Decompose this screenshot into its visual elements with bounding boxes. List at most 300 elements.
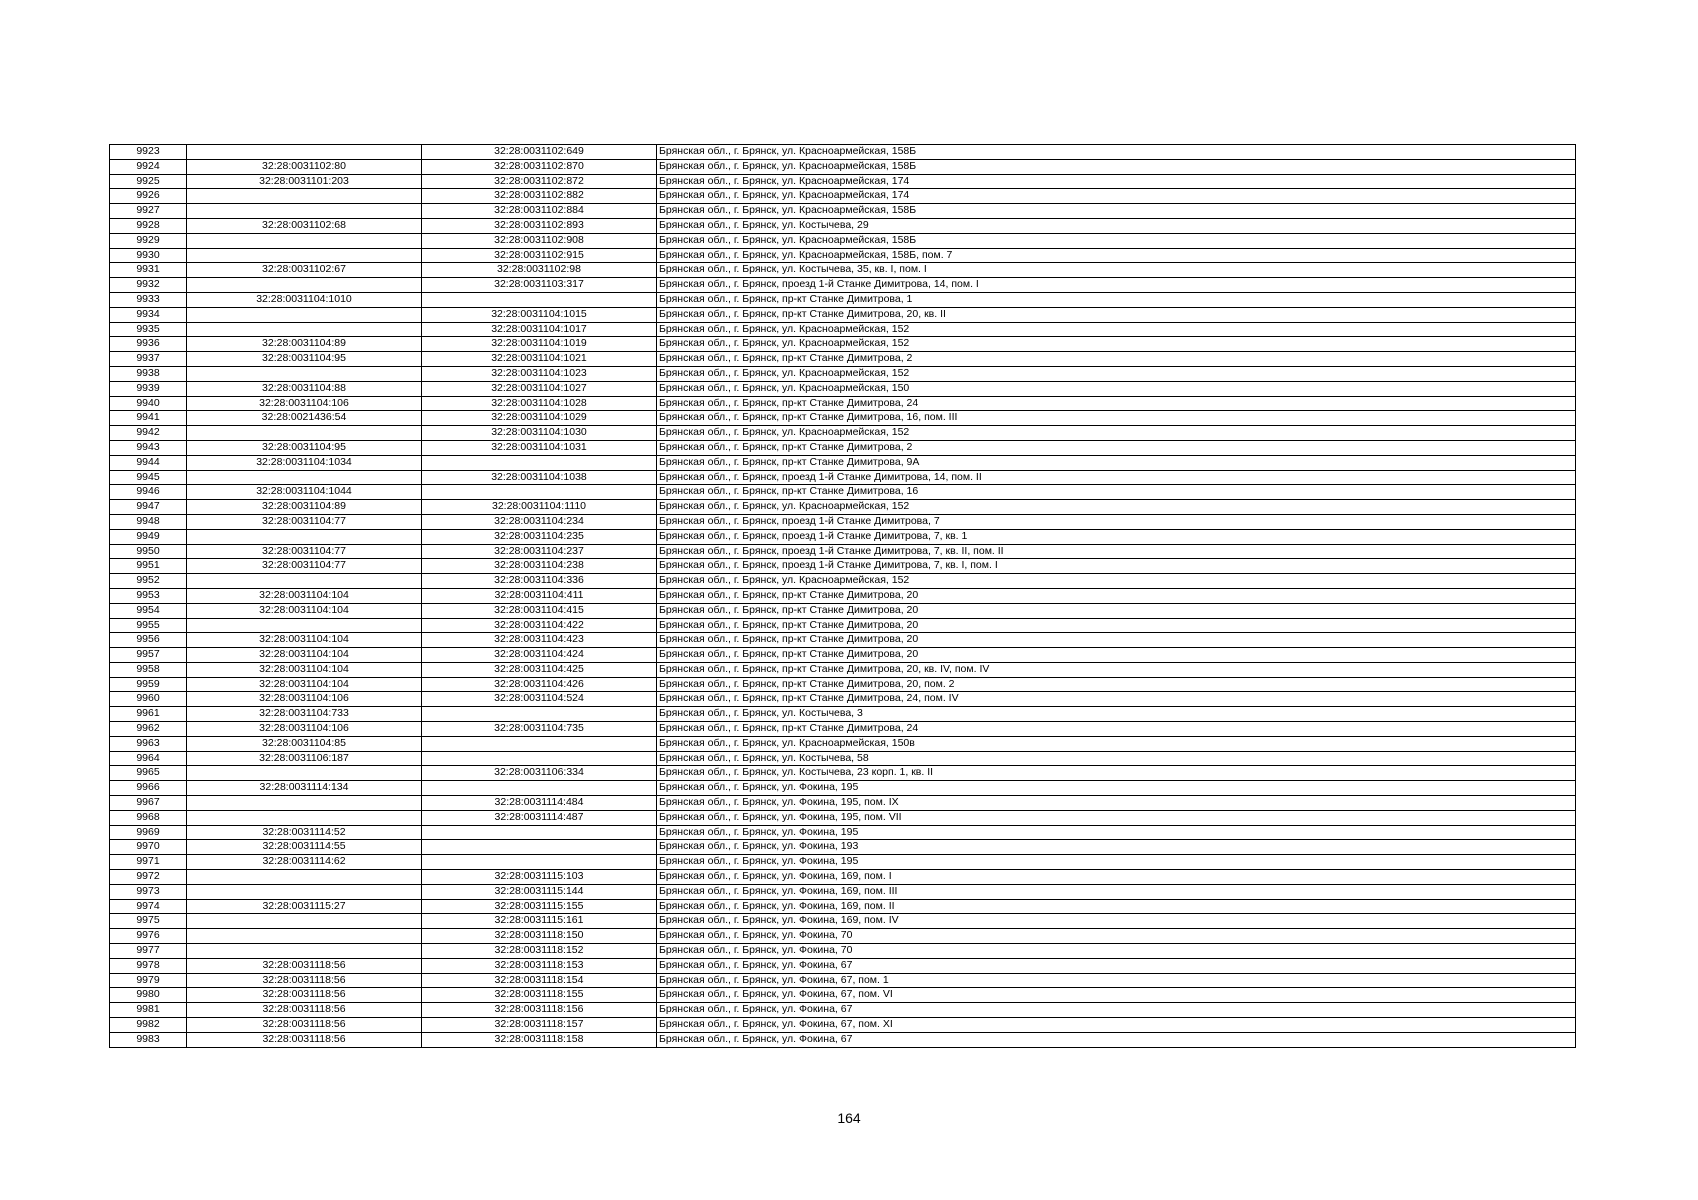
- cadastral-number-cell: 32:28:0031104:1015: [422, 307, 657, 322]
- cadastral-number-cell: 32:28:0031104:426: [422, 677, 657, 692]
- address-cell: Брянская обл., г. Брянск, пр-кт Станке Димитрова, 16, пом. III: [657, 411, 1576, 426]
- row-number-cell: 9983: [110, 1032, 187, 1047]
- address-cell: Брянская обл., г. Брянск, ул. Костычева, 29: [657, 218, 1576, 233]
- address-cell: Брянская обл., г. Брянск, ул. Костычева, 23 корп. 1, кв. II: [657, 766, 1576, 781]
- address-cell: Брянская обл., г. Брянск, ул. Костычева, 58: [657, 751, 1576, 766]
- previous-cadastral-number-cell: 32:28:0031114:55: [187, 840, 422, 855]
- address-cell: Брянская обл., г. Брянск, пр-кт Станке Димитрова, 2: [657, 440, 1576, 455]
- address-cell: Брянская обл., г. Брянск, ул. Красноармейская, 152: [657, 337, 1576, 352]
- cadastral-number-cell: 32:28:0031115:155: [422, 899, 657, 914]
- row-number-cell: 9944: [110, 455, 187, 470]
- address-cell: Брянская обл., г. Брянск, ул. Красноармейская, 174: [657, 189, 1576, 204]
- cadastral-number-cell: [422, 825, 657, 840]
- address-cell: Брянская обл., г. Брянск, пр-кт Станке Димитрова, 2: [657, 352, 1576, 367]
- address-cell: Брянская обл., г. Брянск, пр-кт Станке Димитрова, 20: [657, 588, 1576, 603]
- previous-cadastral-number-cell: 32:28:0031118:56: [187, 958, 422, 973]
- cadastral-number-cell: 32:28:0031102:915: [422, 248, 657, 263]
- row-number-cell: 9949: [110, 529, 187, 544]
- cadastral-number-cell: 32:28:0031104:425: [422, 662, 657, 677]
- row-number-cell: 9955: [110, 618, 187, 633]
- previous-cadastral-number-cell: 32:28:0031104:89: [187, 337, 422, 352]
- cadastral-number-cell: 32:28:0031118:156: [422, 1003, 657, 1018]
- table-row: [110, 855, 1576, 870]
- address-cell: Брянская обл., г. Брянск, проезд 1-й Станке Димитрова, 7, кв. II, пом. II: [657, 544, 1576, 559]
- table-row: [110, 677, 1576, 692]
- row-number-cell: 9966: [110, 781, 187, 796]
- row-number-cell: 9965: [110, 766, 187, 781]
- previous-cadastral-number-cell: [187, 944, 422, 959]
- table-row: [110, 529, 1576, 544]
- previous-cadastral-number-cell: 32:28:0031104:1010: [187, 292, 422, 307]
- cadastral-number-cell: 32:28:0031115:161: [422, 914, 657, 929]
- row-number-cell: 9969: [110, 825, 187, 840]
- table-row: [110, 633, 1576, 648]
- address-cell: Брянская обл., г. Брянск, ул. Фокина, 195: [657, 781, 1576, 796]
- cadastral-number-cell: 32:28:0031104:235: [422, 529, 657, 544]
- previous-cadastral-number-cell: [187, 307, 422, 322]
- cadastral-number-cell: 32:28:0031118:152: [422, 944, 657, 959]
- cadastral-number-cell: 32:28:0031115:103: [422, 870, 657, 885]
- row-number-cell: 9925: [110, 174, 187, 189]
- address-cell: Брянская обл., г. Брянск, ул. Фокина, 169, пом. II: [657, 899, 1576, 914]
- address-cell: Брянская обл., г. Брянск, проезд 1-й Станке Димитрова, 7, кв. 1: [657, 529, 1576, 544]
- previous-cadastral-number-cell: [187, 248, 422, 263]
- table-row: [110, 174, 1576, 189]
- row-number-cell: 9939: [110, 381, 187, 396]
- table-row: [110, 707, 1576, 722]
- cadastral-number-cell: [422, 736, 657, 751]
- address-cell: Брянская обл., г. Брянск, ул. Фокина, 70: [657, 944, 1576, 959]
- cadastral-number-cell: 32:28:0031103:317: [422, 278, 657, 293]
- address-cell: Брянская обл., г. Брянск, ул. Фокина, 195: [657, 825, 1576, 840]
- row-number-cell: 9970: [110, 840, 187, 855]
- previous-cadastral-number-cell: 32:28:0031104:104: [187, 588, 422, 603]
- previous-cadastral-number-cell: 32:28:0031104:77: [187, 544, 422, 559]
- previous-cadastral-number-cell: 32:28:0031104:1044: [187, 485, 422, 500]
- address-cell: Брянская обл., г. Брянск, ул. Красноармейская, 158Б: [657, 233, 1576, 248]
- table-row: [110, 307, 1576, 322]
- previous-cadastral-number-cell: 32:28:0031104:733: [187, 707, 422, 722]
- row-number-cell: 9974: [110, 899, 187, 914]
- table-row: [110, 1018, 1576, 1033]
- previous-cadastral-number-cell: 32:28:0031104:77: [187, 514, 422, 529]
- row-number-cell: 9950: [110, 544, 187, 559]
- row-number-cell: 9981: [110, 1003, 187, 1018]
- row-number-cell: 9975: [110, 914, 187, 929]
- row-number-cell: 9940: [110, 396, 187, 411]
- table-row: [110, 914, 1576, 929]
- previous-cadastral-number-cell: [187, 766, 422, 781]
- table-row: [110, 204, 1576, 219]
- previous-cadastral-number-cell: 32:28:0031104:104: [187, 677, 422, 692]
- previous-cadastral-number-cell: [187, 233, 422, 248]
- cadastral-number-cell: 32:28:0031104:415: [422, 603, 657, 618]
- row-number-cell: 9957: [110, 648, 187, 663]
- row-number-cell: 9962: [110, 722, 187, 737]
- row-number-cell: 9943: [110, 440, 187, 455]
- address-cell: Брянская обл., г. Брянск, ул. Фокина, 169, пом. III: [657, 884, 1576, 899]
- address-cell: Брянская обл., г. Брянск, пр-кт Станке Димитрова, 9А: [657, 455, 1576, 470]
- cadastral-number-cell: 32:28:0031104:1030: [422, 426, 657, 441]
- row-number-cell: 9972: [110, 870, 187, 885]
- previous-cadastral-number-cell: [187, 366, 422, 381]
- table-row: [110, 722, 1576, 737]
- cadastral-number-cell: 32:28:0031104:423: [422, 633, 657, 648]
- registry-table-body: [110, 145, 1576, 1048]
- address-cell: Брянская обл., г. Брянск, проезд 1-й Станке Димитрова, 7: [657, 514, 1576, 529]
- previous-cadastral-number-cell: 32:28:0031106:187: [187, 751, 422, 766]
- cadastral-number-cell: 32:28:0031102:98: [422, 263, 657, 278]
- row-number-cell: 9968: [110, 810, 187, 825]
- cadastral-number-cell: 32:28:0031104:237: [422, 544, 657, 559]
- row-number-cell: 9960: [110, 692, 187, 707]
- row-number-cell: 9980: [110, 988, 187, 1003]
- cadastral-number-cell: 32:28:0031104:336: [422, 574, 657, 589]
- cadastral-number-cell: 32:28:0031104:238: [422, 559, 657, 574]
- address-cell: Брянская обл., г. Брянск, ул. Фокина, 67: [657, 1032, 1576, 1047]
- address-cell: Брянская обл., г. Брянск, ул. Фокина, 67: [657, 958, 1576, 973]
- address-cell: Брянская обл., г. Брянск, ул. Фокина, 195, пом. IX: [657, 796, 1576, 811]
- row-number-cell: 9964: [110, 751, 187, 766]
- row-number-cell: 9951: [110, 559, 187, 574]
- address-cell: Брянская обл., г. Брянск, ул. Фокина, 195: [657, 855, 1576, 870]
- address-cell: Брянская обл., г. Брянск, ул. Фокина, 169, пом. I: [657, 870, 1576, 885]
- row-number-cell: 9942: [110, 426, 187, 441]
- previous-cadastral-number-cell: 32:28:0031104:106: [187, 396, 422, 411]
- address-cell: Брянская обл., г. Брянск, ул. Красноармейская, 174: [657, 174, 1576, 189]
- table-row: [110, 544, 1576, 559]
- cadastral-number-cell: 32:28:0031104:422: [422, 618, 657, 633]
- row-number-cell: 9926: [110, 189, 187, 204]
- table-row: [110, 766, 1576, 781]
- table-row: [110, 559, 1576, 574]
- previous-cadastral-number-cell: [187, 470, 422, 485]
- cadastral-number-cell: [422, 455, 657, 470]
- address-cell: Брянская обл., г. Брянск, ул. Красноармейская, 152: [657, 426, 1576, 441]
- table-row: [110, 278, 1576, 293]
- table-row: [110, 574, 1576, 589]
- address-cell: Брянская обл., г. Брянск, пр-кт Станке Димитрова, 20: [657, 648, 1576, 663]
- previous-cadastral-number-cell: 32:28:0031118:56: [187, 973, 422, 988]
- cadastral-number-cell: [422, 751, 657, 766]
- previous-cadastral-number-cell: 32:28:0031104:95: [187, 352, 422, 367]
- address-cell: Брянская обл., г. Брянск, ул. Красноармейская, 152: [657, 574, 1576, 589]
- cadastral-number-cell: 32:28:0031104:1017: [422, 322, 657, 337]
- row-number-cell: 9976: [110, 929, 187, 944]
- row-number-cell: 9930: [110, 248, 187, 263]
- address-cell: Брянская обл., г. Брянск, пр-кт Станке Димитрова, 1: [657, 292, 1576, 307]
- address-cell: Брянская обл., г. Брянск, ул. Фокина, 169, пом. IV: [657, 914, 1576, 929]
- previous-cadastral-number-cell: [187, 618, 422, 633]
- row-number-cell: 9923: [110, 145, 187, 160]
- previous-cadastral-number-cell: 32:28:0031104:106: [187, 722, 422, 737]
- table-row: [110, 381, 1576, 396]
- previous-cadastral-number-cell: [187, 278, 422, 293]
- cadastral-number-cell: 32:28:0031104:1038: [422, 470, 657, 485]
- table-row: [110, 1032, 1576, 1047]
- table-row: [110, 322, 1576, 337]
- table-row: [110, 618, 1576, 633]
- table-row: [110, 603, 1576, 618]
- cadastral-number-cell: 32:28:0031104:1110: [422, 500, 657, 515]
- row-number-cell: 9938: [110, 366, 187, 381]
- cadastral-number-cell: 32:28:0031118:155: [422, 988, 657, 1003]
- row-number-cell: 9945: [110, 470, 187, 485]
- row-number-cell: 9971: [110, 855, 187, 870]
- cadastral-number-cell: [422, 840, 657, 855]
- address-cell: Брянская обл., г. Брянск, ул. Фокина, 67, пом. XI: [657, 1018, 1576, 1033]
- table-row: [110, 648, 1576, 663]
- table-row: [110, 352, 1576, 367]
- address-cell: Брянская обл., г. Брянск, ул. Фокина, 70: [657, 929, 1576, 944]
- cadastral-number-cell: 32:28:0031104:1021: [422, 352, 657, 367]
- previous-cadastral-number-cell: [187, 884, 422, 899]
- cadastral-number-cell: 32:28:0031102:908: [422, 233, 657, 248]
- previous-cadastral-number-cell: [187, 426, 422, 441]
- table-row: [110, 929, 1576, 944]
- previous-cadastral-number-cell: 32:28:0031104:104: [187, 648, 422, 663]
- address-cell: Брянская обл., г. Брянск, ул. Красноармейская, 150в: [657, 736, 1576, 751]
- address-cell: Брянская обл., г. Брянск, ул. Красноармейская, 158Б: [657, 145, 1576, 160]
- table-row: [110, 248, 1576, 263]
- cadastral-number-cell: 32:28:0031118:153: [422, 958, 657, 973]
- row-number-cell: 9961: [110, 707, 187, 722]
- previous-cadastral-number-cell: 32:28:0031104:106: [187, 692, 422, 707]
- cadastral-number-cell: 32:28:0031114:484: [422, 796, 657, 811]
- previous-cadastral-number-cell: 32:28:0031118:56: [187, 1003, 422, 1018]
- cadastral-number-cell: 32:28:0031118:150: [422, 929, 657, 944]
- table-row: [110, 988, 1576, 1003]
- table-row: [110, 1003, 1576, 1018]
- table-row: [110, 263, 1576, 278]
- cadastral-number-cell: 32:28:0031115:144: [422, 884, 657, 899]
- cadastral-number-cell: 32:28:0031104:1023: [422, 366, 657, 381]
- row-number-cell: 9946: [110, 485, 187, 500]
- cadastral-number-cell: 32:28:0031118:154: [422, 973, 657, 988]
- address-cell: Брянская обл., г. Брянск, ул. Красноармейская, 150: [657, 381, 1576, 396]
- registry-table: [109, 144, 1576, 1048]
- previous-cadastral-number-cell: 32:28:0031118:56: [187, 988, 422, 1003]
- cadastral-number-cell: 32:28:0031114:487: [422, 810, 657, 825]
- table-row: [110, 662, 1576, 677]
- row-number-cell: 9924: [110, 159, 187, 174]
- address-cell: Брянская обл., г. Брянск, пр-кт Станке Димитрова, 20: [657, 603, 1576, 618]
- previous-cadastral-number-cell: 32:28:0031114:62: [187, 855, 422, 870]
- table-row: [110, 455, 1576, 470]
- table-row: [110, 233, 1576, 248]
- previous-cadastral-number-cell: [187, 796, 422, 811]
- table-row: [110, 500, 1576, 515]
- row-number-cell: 9931: [110, 263, 187, 278]
- table-row: [110, 736, 1576, 751]
- address-cell: Брянская обл., г. Брянск, ул. Красноармейская, 152: [657, 322, 1576, 337]
- cadastral-number-cell: 32:28:0031104:524: [422, 692, 657, 707]
- address-cell: Брянская обл., г. Брянск, ул. Фокина, 67, пом. 1: [657, 973, 1576, 988]
- address-cell: Брянская обл., г. Брянск, пр-кт Станке Димитрова, 16: [657, 485, 1576, 500]
- previous-cadastral-number-cell: 32:28:0031104:88: [187, 381, 422, 396]
- previous-cadastral-number-cell: 32:28:0021436:54: [187, 411, 422, 426]
- row-number-cell: 9928: [110, 218, 187, 233]
- cadastral-number-cell: 32:28:0031104:735: [422, 722, 657, 737]
- previous-cadastral-number-cell: [187, 810, 422, 825]
- table-row: [110, 884, 1576, 899]
- cadastral-number-cell: [422, 781, 657, 796]
- table-row: [110, 973, 1576, 988]
- previous-cadastral-number-cell: [187, 929, 422, 944]
- cadastral-number-cell: 32:28:0031118:157: [422, 1018, 657, 1033]
- cadastral-number-cell: 32:28:0031106:334: [422, 766, 657, 781]
- row-number-cell: 9953: [110, 588, 187, 603]
- table-row: [110, 514, 1576, 529]
- row-number-cell: 9929: [110, 233, 187, 248]
- row-number-cell: 9973: [110, 884, 187, 899]
- row-number-cell: 9948: [110, 514, 187, 529]
- previous-cadastral-number-cell: 32:28:0031102:68: [187, 218, 422, 233]
- row-number-cell: 9979: [110, 973, 187, 988]
- row-number-cell: 9977: [110, 944, 187, 959]
- previous-cadastral-number-cell: 32:28:0031104:95: [187, 440, 422, 455]
- row-number-cell: 9937: [110, 352, 187, 367]
- table-row: [110, 840, 1576, 855]
- cadastral-number-cell: [422, 707, 657, 722]
- previous-cadastral-number-cell: [187, 870, 422, 885]
- cadastral-number-cell: 32:28:0031102:884: [422, 204, 657, 219]
- previous-cadastral-number-cell: 32:28:0031104:104: [187, 662, 422, 677]
- row-number-cell: 9933: [110, 292, 187, 307]
- previous-cadastral-number-cell: 32:28:0031102:80: [187, 159, 422, 174]
- address-cell: Брянская обл., г. Брянск, пр-кт Станке Димитрова, 20, кв. IV, пом. IV: [657, 662, 1576, 677]
- row-number-cell: 9935: [110, 322, 187, 337]
- previous-cadastral-number-cell: 32:28:0031104:77: [187, 559, 422, 574]
- previous-cadastral-number-cell: 32:28:0031114:52: [187, 825, 422, 840]
- row-number-cell: 9952: [110, 574, 187, 589]
- table-row: [110, 411, 1576, 426]
- table-row: [110, 440, 1576, 455]
- row-number-cell: 9958: [110, 662, 187, 677]
- previous-cadastral-number-cell: [187, 574, 422, 589]
- address-cell: Брянская обл., г. Брянск, проезд 1-й Станке Димитрова, 14, пом. II: [657, 470, 1576, 485]
- previous-cadastral-number-cell: [187, 204, 422, 219]
- previous-cadastral-number-cell: 32:28:0031104:85: [187, 736, 422, 751]
- address-cell: Брянская обл., г. Брянск, ул. Фокина, 193: [657, 840, 1576, 855]
- table-row: [110, 899, 1576, 914]
- address-cell: Брянская обл., г. Брянск, пр-кт Станке Димитрова, 20, кв. II: [657, 307, 1576, 322]
- previous-cadastral-number-cell: [187, 145, 422, 160]
- row-number-cell: 9932: [110, 278, 187, 293]
- previous-cadastral-number-cell: [187, 914, 422, 929]
- table-row: [110, 588, 1576, 603]
- table-row: [110, 810, 1576, 825]
- cadastral-number-cell: 32:28:0031102:882: [422, 189, 657, 204]
- previous-cadastral-number-cell: 32:28:0031118:56: [187, 1018, 422, 1033]
- previous-cadastral-number-cell: 32:28:0031115:27: [187, 899, 422, 914]
- cadastral-number-cell: 32:28:0031104:1027: [422, 381, 657, 396]
- cadastral-number-cell: [422, 485, 657, 500]
- table-row: [110, 426, 1576, 441]
- cadastral-number-cell: 32:28:0031118:158: [422, 1032, 657, 1047]
- table-row: [110, 825, 1576, 840]
- row-number-cell: 9982: [110, 1018, 187, 1033]
- cadastral-number-cell: [422, 855, 657, 870]
- cadastral-number-cell: 32:28:0031104:411: [422, 588, 657, 603]
- row-number-cell: 9956: [110, 633, 187, 648]
- address-cell: Брянская обл., г. Брянск, ул. Фокина, 67: [657, 1003, 1576, 1018]
- address-cell: Брянская обл., г. Брянск, пр-кт Станке Димитрова, 24: [657, 396, 1576, 411]
- address-cell: Брянская обл., г. Брянск, пр-кт Станке Димитрова, 24: [657, 722, 1576, 737]
- address-cell: Брянская обл., г. Брянск, пр-кт Станке Димитрова, 20, пом. 2: [657, 677, 1576, 692]
- cadastral-number-cell: 32:28:0031104:1019: [422, 337, 657, 352]
- previous-cadastral-number-cell: 32:28:0031101:203: [187, 174, 422, 189]
- row-number-cell: 9954: [110, 603, 187, 618]
- table-row: [110, 145, 1576, 160]
- previous-cadastral-number-cell: 32:28:0031114:134: [187, 781, 422, 796]
- previous-cadastral-number-cell: 32:28:0031104:104: [187, 633, 422, 648]
- row-number-cell: 9963: [110, 736, 187, 751]
- row-number-cell: 9927: [110, 204, 187, 219]
- cadastral-number-cell: 32:28:0031102:872: [422, 174, 657, 189]
- cadastral-number-cell: 32:28:0031102:870: [422, 159, 657, 174]
- cadastral-number-cell: 32:28:0031104:1029: [422, 411, 657, 426]
- table-row: [110, 470, 1576, 485]
- table-row: [110, 366, 1576, 381]
- previous-cadastral-number-cell: 32:28:0031118:56: [187, 1032, 422, 1047]
- address-cell: Брянская обл., г. Брянск, ул. Красноармейская, 158Б: [657, 159, 1576, 174]
- address-cell: Брянская обл., г. Брянск, ул. Костычева, 35, кв. I, пом. I: [657, 263, 1576, 278]
- previous-cadastral-number-cell: [187, 529, 422, 544]
- address-cell: Брянская обл., г. Брянск, ул. Костычева, 3: [657, 707, 1576, 722]
- previous-cadastral-number-cell: 32:28:0031104:89: [187, 500, 422, 515]
- table-row: [110, 396, 1576, 411]
- table-row: [110, 958, 1576, 973]
- address-cell: Брянская обл., г. Брянск, проезд 1-й Станке Димитрова, 7, кв. I, пом. I: [657, 559, 1576, 574]
- row-number-cell: 9934: [110, 307, 187, 322]
- table-row: [110, 189, 1576, 204]
- row-number-cell: 9978: [110, 958, 187, 973]
- table-row: [110, 485, 1576, 500]
- table-row: [110, 944, 1576, 959]
- address-cell: Брянская обл., г. Брянск, ул. Красноармейская, 152: [657, 366, 1576, 381]
- address-cell: Брянская обл., г. Брянск, ул. Красноармейская, 152: [657, 500, 1576, 515]
- row-number-cell: 9967: [110, 796, 187, 811]
- table-row: [110, 781, 1576, 796]
- table-row: [110, 751, 1576, 766]
- table-row: [110, 337, 1576, 352]
- table-row: [110, 692, 1576, 707]
- address-cell: Брянская обл., г. Брянск, ул. Красноармейская, 158Б: [657, 204, 1576, 219]
- table-row: [110, 218, 1576, 233]
- address-cell: Брянская обл., г. Брянск, ул. Фокина, 67, пом. VI: [657, 988, 1576, 1003]
- cadastral-number-cell: [422, 292, 657, 307]
- cadastral-number-cell: 32:28:0031104:1031: [422, 440, 657, 455]
- previous-cadastral-number-cell: 32:28:0031104:104: [187, 603, 422, 618]
- page-number: 164: [837, 1110, 861, 1126]
- address-cell: Брянская обл., г. Брянск, пр-кт Станке Димитрова, 20: [657, 618, 1576, 633]
- row-number-cell: 9941: [110, 411, 187, 426]
- previous-cadastral-number-cell: [187, 322, 422, 337]
- table-row: [110, 870, 1576, 885]
- table-row: [110, 796, 1576, 811]
- previous-cadastral-number-cell: [187, 189, 422, 204]
- address-cell: Брянская обл., г. Брянск, пр-кт Станке Димитрова, 20: [657, 633, 1576, 648]
- address-cell: Брянская обл., г. Брянск, ул. Красноармейская, 158Б, пом. 7: [657, 248, 1576, 263]
- table-row: [110, 159, 1576, 174]
- cadastral-number-cell: 32:28:0031104:424: [422, 648, 657, 663]
- address-cell: Брянская обл., г. Брянск, проезд 1-й Станке Димитрова, 14, пом. I: [657, 278, 1576, 293]
- row-number-cell: 9936: [110, 337, 187, 352]
- previous-cadastral-number-cell: 32:28:0031104:1034: [187, 455, 422, 470]
- cadastral-number-cell: 32:28:0031104:1028: [422, 396, 657, 411]
- cadastral-number-cell: 32:28:0031102:649: [422, 145, 657, 160]
